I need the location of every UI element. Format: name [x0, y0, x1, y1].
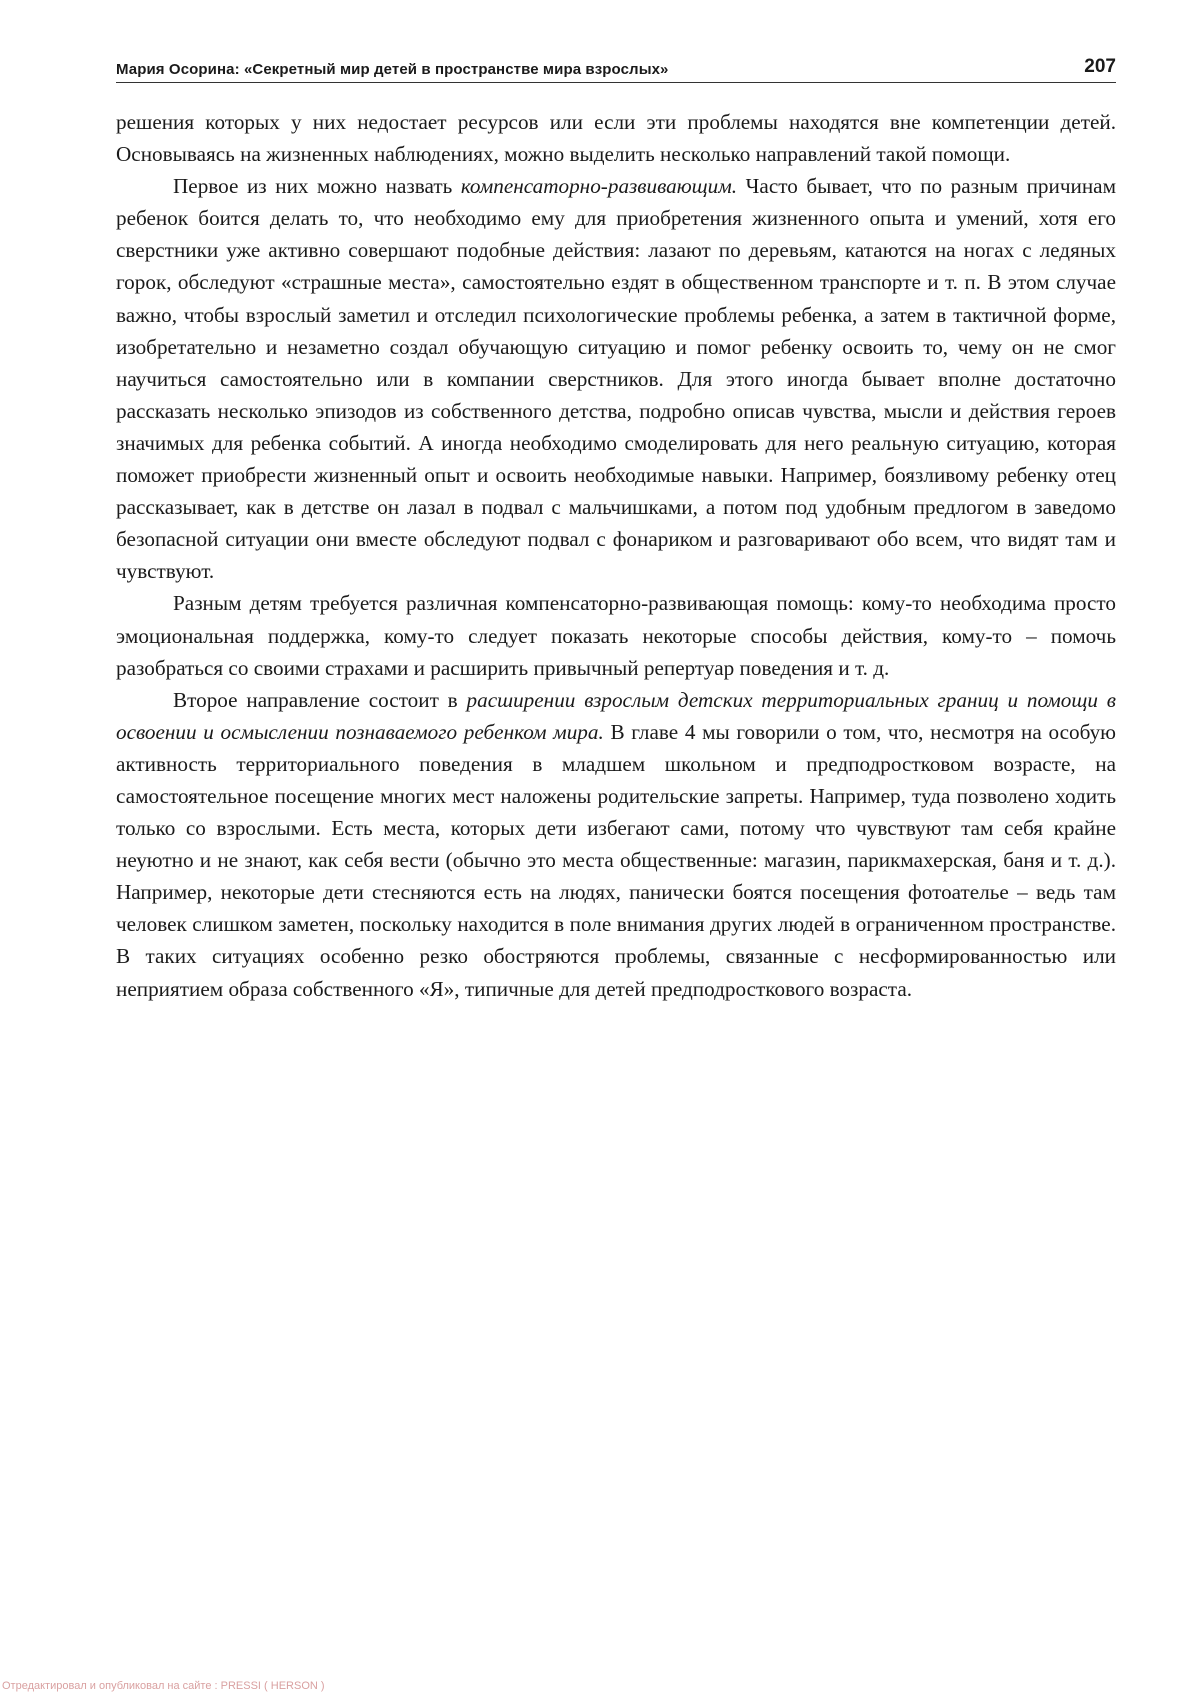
paragraph-4	[116, 684, 1116, 1005]
page-number: 207	[1084, 56, 1116, 77]
paragraph-4-text-start: Второе направление состоит в	[173, 687, 467, 712]
paragraph-3-text: Разным детям требуется различная компенсаторно-развивающая помощь: кому-то необходима просто эмоциональная поддержка, кому-то следует показать некоторые способы действия, кому-то – помочь разобраться со своими страхами и расширить привычный репертуар поведения и т. д.	[116, 591, 1116, 680]
paragraph-2-text-start: Первое из них можно назвать	[173, 174, 461, 199]
paragraph-2-text-rest: Часто бывает, что по разным причинам ребенок боится делать то, что необходимо ему для приобретения жизненного опыта и умений, хотя его сверстники уже активно совершают подобные действия: лазают по деревьям, катаются на ногах с ледяных горок, обследуют «страшные места», самостоятельно ездят в общественном транспорте и т. п. В этом случае важно, чтобы взрослый заметил и отследил психологические проблемы ребенка, а затем в тактичной форме, изобретательно и незаметно создал обучающую ситуацию и помог ребенку освоить то, чему он не смог научиться самостоятельно или в компании сверстников. Для этого иногда бывает вполне достаточно рассказать несколько эпизодов из собственного детства, подробно описав чувства, мысли и действия героев значимых для ребенка событий. А иногда необходимо смоделировать для него реальную ситуацию, которая поможет приобрести жизненный опыт и освоить необходимые навыки. Например, боязливому ребенку отец рассказывает, как в детстве он лазал в подвал с мальчишками, а потом под удобным предлогом в заведомо безопасной ситуации они вместе обследуют подвал с фонариком и разговаривают обо всем, что видят там и чувствуют.	[116, 174, 1116, 584]
paragraph-3	[116, 587, 1116, 683]
paragraph-1	[116, 106, 1116, 170]
body-text	[116, 106, 1116, 1005]
footer-note: Отредактировал и опубликовал на сайте : PRESSI ( HERSON )	[2, 1680, 325, 1692]
paragraph-2	[116, 170, 1116, 587]
running-head: Мария Осорина: «Секретный мир детей в пространстве мира взрослых»	[116, 61, 669, 78]
paragraph-2-emphasis: компенсаторно-развивающим.	[460, 174, 738, 199]
page-header	[116, 54, 1116, 83]
paragraph-1-text: решения которых у них недостает ресурсов или если эти проблемы находятся вне компетенции детей. Основываясь на жизненных наблюдениях, можно выделить несколько направлений такой помощи.	[116, 110, 1116, 167]
paragraph-4-emphasis: расширении взрослым детских территориальных границ и помощи в освоении и осмыслении познаваемого ребенком мира.	[116, 687, 1116, 744]
paragraph-4-text-rest: В главе 4 мы говорили о том, что, несмотря на особую активность территориального поведения в младшем школьном и предподростковом возрасте, на самостоятельное посещение многих мест наложены родительские запреты. Например, туда позволено ходить только со взрослыми. Есть места, которых дети избегают сами, потому что чувствуют там себя крайне неуютно и не знают, как себя вести (обычно это места общественные: магазин, парикмахерская, баня и т. д.). Например, некоторые дети стесняются есть на людях, панически боятся посещения фотоателье – ведь там человек слишком заметен, поскольку находится в поле внимания других людей в ограниченном пространстве. В таких ситуациях особенно резко обостряются проблемы, связанные с несформированностью или неприятием образа собственного «Я», типичные для детей предподросткового возраста.	[116, 719, 1116, 1001]
